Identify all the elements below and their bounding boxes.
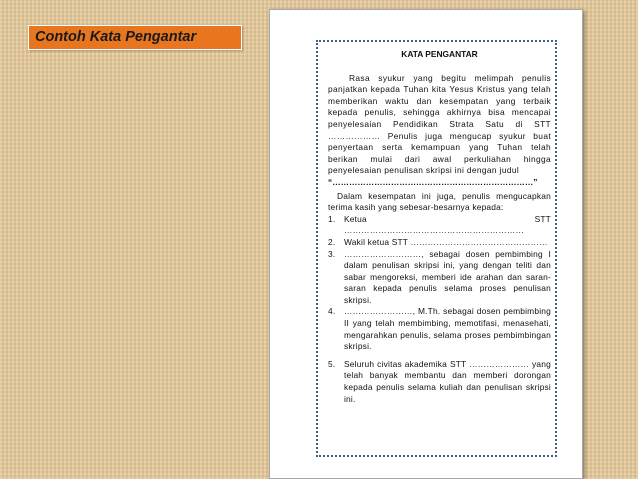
list-item bbox=[328, 306, 551, 352]
slide-title-box bbox=[28, 25, 242, 50]
paragraph-thanks: Rasa syukur yang begitu melimpah penulis panjatkan kepada Tuhan kita Yesus Kristus yang telah memberikan waktu dan kesempatan yang terbaik kepada penulis, sehingga akhirnya bisa mencapai penyelesaian Pendidikan Strata Satu di STT ……………… Penulis juga mengucap syukur buat penyertaan serta kemampuan yang Tuhan telah berikan mulai dari awal perkuliahan hingga penyelesaian penulisan skripsi ini dengan judul bbox=[328, 72, 551, 176]
document-page bbox=[269, 9, 583, 479]
acknowledgement-list bbox=[328, 214, 551, 406]
list-item bbox=[328, 359, 551, 405]
list-item bbox=[328, 214, 551, 237]
list-text: ……………………, M.Th. sebagai dosen pembimbing II yang telah membimbing, memotifasi, menasehati, mengarahkan penulis, selama proses pembimbingan skripsi. bbox=[344, 306, 551, 352]
list-text: Ketua STT ……………………………………………………… bbox=[344, 213, 551, 236]
dotted-frame bbox=[316, 40, 557, 457]
list-number: 1. bbox=[328, 213, 336, 224]
list-text: Seluruh civitas akademika STT ………………… yang telah banyak membantu dan memberi dorongan kepada penulis selama kuliah dan penulisan skripsi ini. bbox=[344, 358, 551, 404]
thesis-title-placeholder: “………………………………………………………………” bbox=[328, 176, 538, 187]
list-text: Wakil ketua STT ………………………………………… bbox=[344, 236, 548, 247]
slide-title: Contoh Kata Pengantar bbox=[35, 29, 197, 45]
list-item bbox=[328, 237, 551, 249]
list-number: 2. bbox=[328, 236, 336, 247]
list-number: 3. bbox=[328, 248, 336, 259]
document-heading: KATA PENGANTAR bbox=[401, 49, 478, 59]
list-item bbox=[328, 249, 551, 307]
list-text: ………………………, sebagai dosen pembimbing I dalam penulisan skripsi ini, yang dengan teliti dan sabar mengoreksi, memberi ide arahan dan saran-saran kepada penulis selama proses penulisan skripsi. bbox=[344, 248, 551, 305]
paragraph-acknowledgement: Dalam kesempatan ini juga, penulis mengucapkan terima kasih yang sebesar-besarnya kepada: bbox=[328, 190, 551, 213]
list-number: 5. bbox=[328, 358, 336, 369]
document-body bbox=[328, 42, 551, 405]
list-number: 4. bbox=[328, 306, 336, 317]
